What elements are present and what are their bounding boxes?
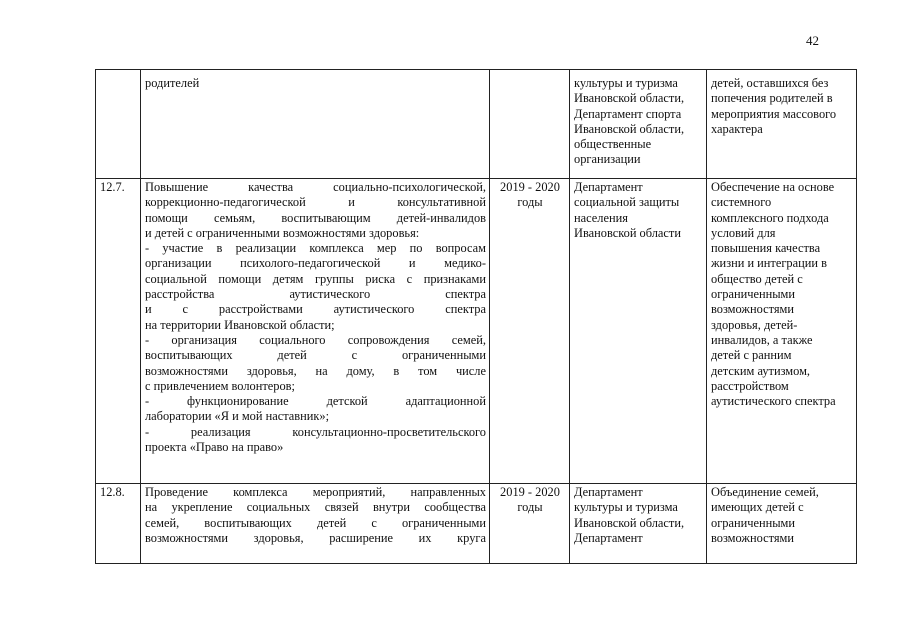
result-line: здоровья, детей- xyxy=(711,317,798,332)
table-row xyxy=(96,179,857,484)
measures-table xyxy=(95,69,857,564)
result-line: характера xyxy=(711,121,763,136)
result-line: попечения родителей в xyxy=(711,91,833,106)
measure-result xyxy=(707,484,857,564)
measure-executors xyxy=(570,70,707,179)
description-line: лаборатории «Я и мой наставник»; xyxy=(145,409,330,424)
result-line: аутистического спектра xyxy=(711,394,836,409)
measure-executors xyxy=(570,484,707,564)
result-line: возможностями xyxy=(711,302,795,317)
measure-result xyxy=(707,70,857,179)
result-line: расстройством xyxy=(711,378,789,393)
table-row xyxy=(96,70,857,179)
page-number: 42 xyxy=(806,33,819,48)
executor-line: Департамент xyxy=(574,485,643,499)
description-line: Проведение комплекса мероприятий, направленных xyxy=(145,485,486,499)
executor-line: Департамент xyxy=(574,530,643,545)
result-line: инвалидов, а также xyxy=(711,332,813,347)
result-line: Объединение семей, xyxy=(711,485,819,499)
result-line: ограниченными xyxy=(711,287,796,302)
description-line: - участие в реализации комплекса мер по вопросам xyxy=(145,241,486,256)
executor-line: культуры и туризма xyxy=(574,76,678,90)
table-row xyxy=(96,484,857,564)
description-line: - функционирование детской адаптационной xyxy=(145,394,486,409)
description-line: расстройства аутистического спектра xyxy=(145,287,486,302)
executor-line: Департамент спорта xyxy=(574,106,682,121)
result-line: детей с ранним xyxy=(711,348,792,363)
row-number: 12.7. xyxy=(96,179,141,484)
row-number: 12.8. xyxy=(96,484,141,564)
result-line: условий для xyxy=(711,225,776,240)
description-line: коррекционно-педагогической и консультативной xyxy=(145,195,486,210)
description-line: Повышение качества социально-психологической, xyxy=(145,180,486,194)
period-unit: годы xyxy=(517,195,543,210)
executor-line: Департамент xyxy=(574,180,643,194)
period-years: 2019 - 2020 xyxy=(500,180,560,194)
description-line: - реализация консультационно-просветительского xyxy=(145,424,486,439)
executor-line: Ивановской области, xyxy=(574,91,685,106)
description-line: возможностями здоровья, на дому, в том числе xyxy=(145,363,486,378)
description-line: родителей xyxy=(145,76,200,90)
description-line: - организация социального сопровождения семей, xyxy=(145,332,486,347)
executor-line: социальной защиты xyxy=(574,195,680,210)
measure-executors xyxy=(570,179,707,484)
measure-description xyxy=(141,179,490,484)
description-line: воспитывающих детей с ограниченными xyxy=(145,348,486,363)
description-line: на территории Ивановской области; xyxy=(145,317,335,332)
executor-line: Ивановской области, xyxy=(574,515,685,530)
result-line: системного xyxy=(711,195,772,210)
description-line: и с расстройствами аутистического спектра xyxy=(145,302,486,317)
executor-line: Ивановской области xyxy=(574,225,681,240)
result-line: мероприятия массового xyxy=(711,106,837,121)
result-line: имеющих детей с xyxy=(711,500,804,515)
description-line: с привлечением волонтеров; xyxy=(145,378,295,393)
executor-line: организации xyxy=(574,152,641,167)
description-line: семей, воспитывающих детей с ограниченными xyxy=(145,515,486,530)
result-line: детским аутизмом, xyxy=(711,363,811,378)
description-line: проекта «Право на право» xyxy=(145,440,284,455)
period-years: 2019 - 2020 xyxy=(500,485,560,499)
description-line: помощи семьям, воспитывающим детей-инвалидов xyxy=(145,210,486,225)
description-line: возможностями здоровья, расширение их круга xyxy=(145,530,486,545)
result-line: комплексного подхода xyxy=(711,210,829,225)
measure-period xyxy=(490,179,570,484)
measure-period xyxy=(490,70,570,179)
measure-period xyxy=(490,484,570,564)
measure-result xyxy=(707,179,857,484)
measure-description xyxy=(141,484,490,564)
description-line: социальной помощи детям группы риска с признаками xyxy=(145,271,486,286)
measure-description xyxy=(141,70,490,179)
row-number xyxy=(96,70,141,179)
description-line: на укрепление социальных связей внутри сообщества xyxy=(145,500,486,515)
result-line: общество детей с xyxy=(711,271,803,286)
period-unit: годы xyxy=(517,500,543,515)
result-line: Обеспечение на основе xyxy=(711,180,835,194)
result-line: повышения качества xyxy=(711,241,821,256)
result-line: ограниченными xyxy=(711,515,796,530)
executor-line: Ивановской области, xyxy=(574,121,685,136)
executor-line: населения xyxy=(574,210,628,225)
result-line: жизни и интеграции в xyxy=(711,256,827,271)
result-line: детей, оставшихся без xyxy=(711,76,829,90)
result-line: возможностями xyxy=(711,530,795,545)
description-line: организации психолого-педагогической и медико- xyxy=(145,256,486,271)
executor-line: общественные xyxy=(574,137,652,152)
executor-line: культуры и туризма xyxy=(574,500,678,515)
description-line: и детей с ограниченными возможностями здоровья: xyxy=(145,225,420,240)
